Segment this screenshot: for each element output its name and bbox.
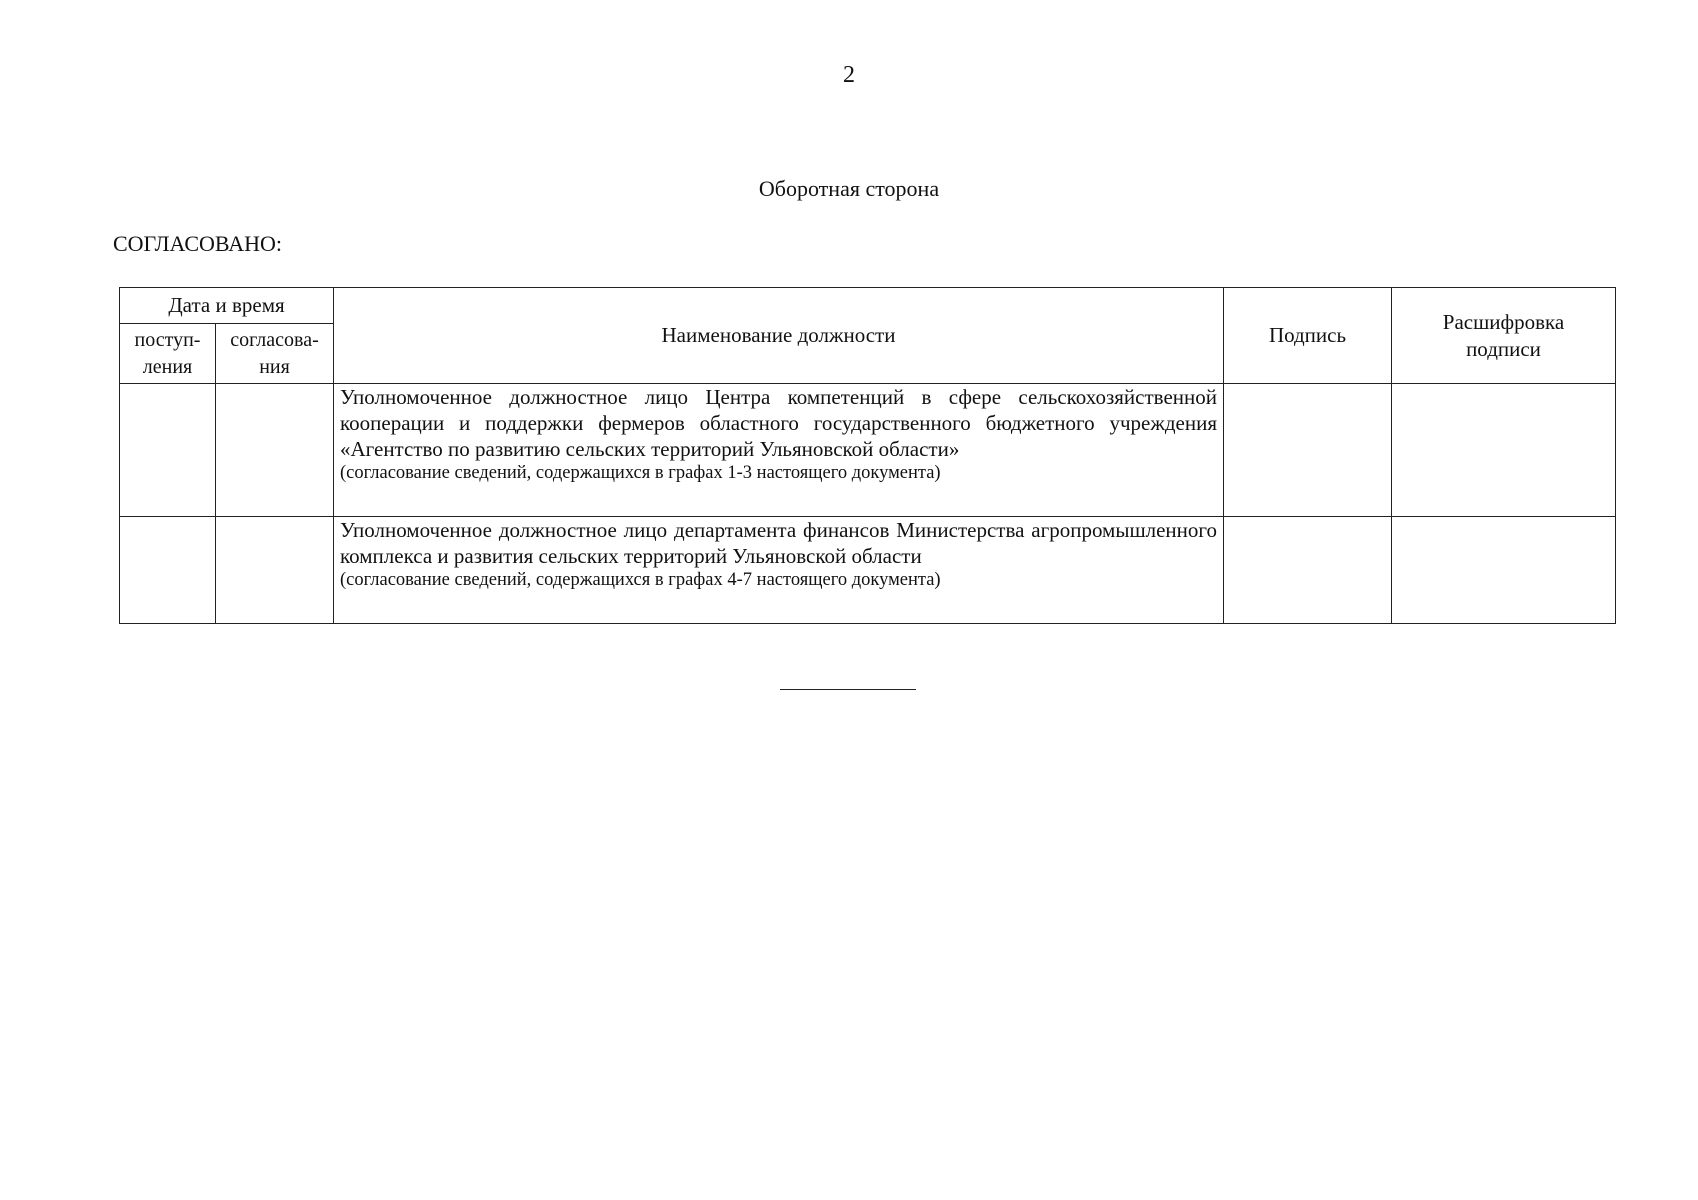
signature-cell bbox=[1224, 517, 1392, 624]
signature-decode-header: Расшифровка подписи bbox=[1392, 288, 1616, 384]
signature-cell bbox=[1224, 384, 1392, 517]
table-row bbox=[120, 384, 1616, 517]
position-note: (согласование сведений, содержащихся в графах 1-3 настоящего документа) bbox=[340, 463, 941, 483]
agreed-label: СОГЛАСОВАНО: bbox=[113, 231, 282, 256]
received-header: поступ- ления bbox=[120, 324, 216, 384]
position-cell bbox=[334, 517, 1224, 624]
agreed-date-cell bbox=[216, 384, 334, 517]
received-date-cell bbox=[120, 384, 216, 517]
table-row bbox=[120, 517, 1616, 624]
closing-divider bbox=[780, 689, 916, 690]
date-time-header: Дата и время bbox=[120, 288, 334, 324]
signature-header: Подпись bbox=[1224, 288, 1392, 384]
signature-decode-cell bbox=[1392, 517, 1616, 624]
agreed-date-cell bbox=[216, 517, 334, 624]
agreed-header: согласова- ния bbox=[216, 324, 334, 384]
approval-table bbox=[119, 287, 1616, 624]
position-header: Наименование должности bbox=[334, 288, 1224, 384]
page-number: 2 bbox=[843, 62, 855, 88]
received-date-cell bbox=[120, 517, 216, 624]
position-title: Уполномоченное должностное лицо Центра компетенций в сфере сельскохозяйственной кооперации и поддержки фермеров областного государственного бюджетного учреждения «Агентство по развитию сельских территорий Ульяновской области» bbox=[340, 385, 1217, 461]
position-note: (согласование сведений, содержащихся в графах 4-7 настоящего документа) bbox=[340, 570, 941, 590]
signature-decode-cell bbox=[1392, 384, 1616, 517]
position-title: Уполномоченное должностное лицо департамента финансов Министерства агропромышленного комплекса и развития сельских территорий Ульяновской области bbox=[340, 518, 1217, 568]
document-side-title: Оборотная сторона bbox=[758, 176, 940, 201]
position-cell bbox=[334, 384, 1224, 517]
